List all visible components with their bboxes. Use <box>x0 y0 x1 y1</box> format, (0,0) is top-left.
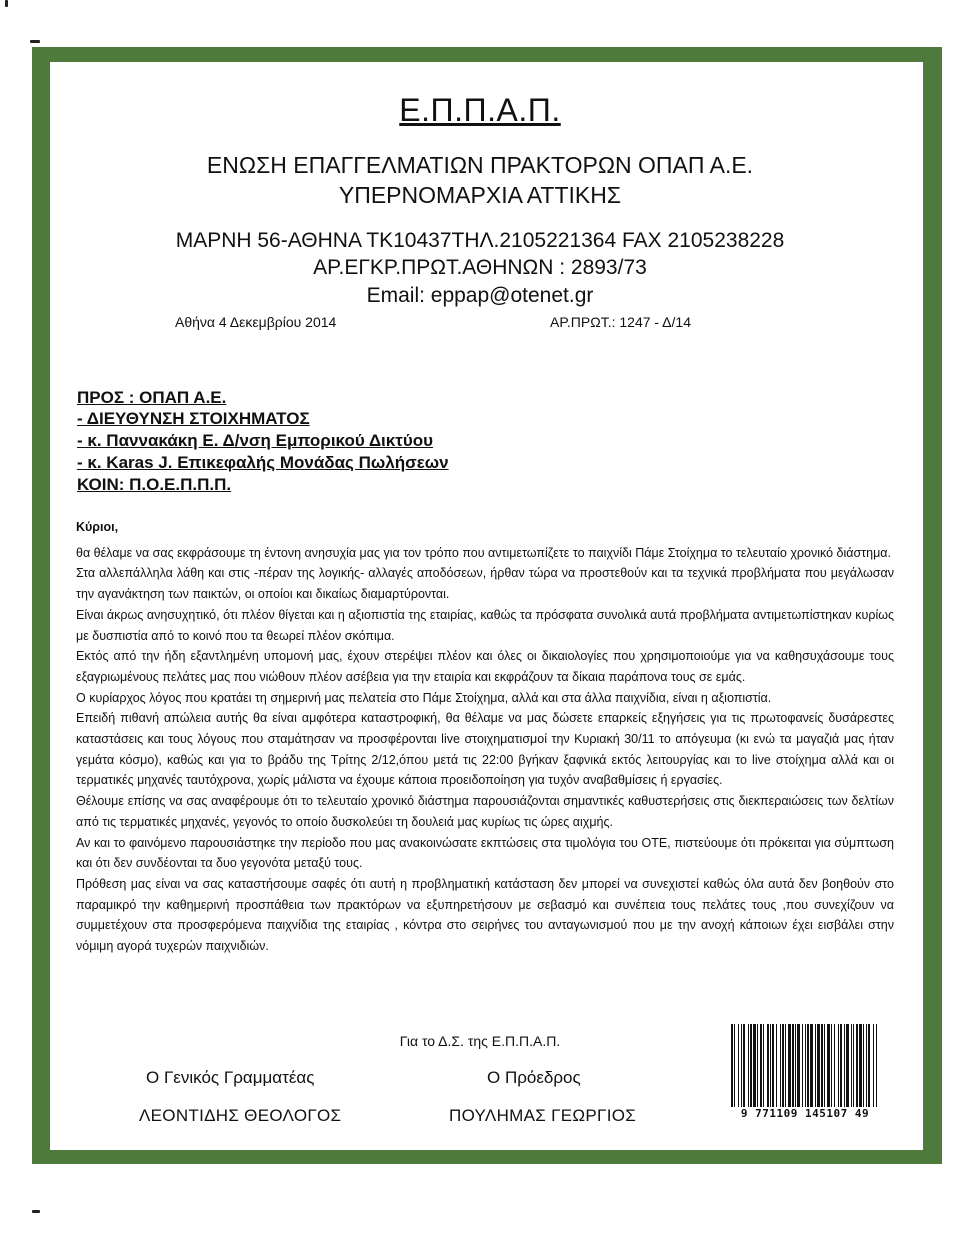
secretary-title: Ο Γενικός Γραμματέας <box>146 1068 315 1087</box>
body-paragraph: Πρόθεση μας είναι να σας καταστήσουμε σαφές ότι αυτή η προβληματική κατάσταση δεν μπορεί να συνεχιστεί καθώς όλα αυτά δεν βοηθούν στο παραμικρό την καθημερινή προσπάθεια των πρακτόρων να εξυπηρετήσουν με σεβασμό και συνέπεια τους πελάτες τους ,που συνεχίζουν να συμμετέχουν στα προσφερόμενα παιχνίδια της εταιρίας , κόντρα στο σειρήνες του ανταγωνισμού που με την ανοχή κάποιων έχει εισβάλει στην νόμιμη αγορά τυχερών παιχνιδιών. <box>76 876 894 954</box>
body-paragraph: Εκτός από την ήδη εξαντλημένη υπομονή μας, έχουν στερέψει πλέον και όλες οι δικαιολογίες που χρησιμοποιούμε για να καθησυχάσουμε τους εξαγριωμένους πελάτες μας που νιώθουν πλέον ασέβεια για την εταιρία και εκφράζουν τα δίκαια παράπονα τους σε εμάς. <box>76 649 894 684</box>
recipient-cc: ΚΟΙΝ: Π.Ο.Ε.Π.Π.Π. <box>77 475 232 494</box>
recipient-person-2: - κ. Karas J. Επικεφαλής Μονάδας Πωλήσεων <box>77 453 449 472</box>
address-line: ΜΑΡΝΗ 56-ΑΘΗΝΑ ΤΚ10437ΤΗΛ.2105221364 FAX 2105238228 <box>175 229 785 252</box>
letter-date: Αθήνα 4 Δεκεμβρίου 2014 <box>175 314 337 330</box>
body-paragraph: Επειδή πιθανή απώλεια αυτής θα είναι αμφότερα καταστροφική, θα θέλαμε να μας δώσετε επαρκείς εξηγήσεις για τις πρωτοφανείς δυσάρεστες καταστάσεις και τους λόγους που σταμάτησαν να προσφέρονται live στοιχηματισμοί την Κυριακή 30/11 το απόγευμα (κι ενώ τα μαγαζιά μας ήταν γεμάτα κόσμο), καθώς και για το βράδυ της Τρίτης 2/12,όπου μετά τις 22:00 βγήκαν ξαφνικά εκτός λειτουργίας και το live στοίχημα αλλά και οι τερματικές μηχανές ταυτόχρονα, χωρίς μάλιστα να έχουμε κάποια προειδοποίηση για τυχόν αναβαθμίσεις ή εργασίες. <box>76 711 894 788</box>
protocol-number: ΑΡ.ΠΡΩΤ.: 1247 - Δ/14 <box>550 314 691 330</box>
board-signature-line: Για το Δ.Σ. της Ε.Π.Π.Α.Π. <box>399 1033 561 1049</box>
recipient-to: ΠΡΟΣ : ΟΠΑΠ Α.Ε. <box>77 388 227 407</box>
registry-line: ΑΡ.ΕΓΚΡ.ΠΡΩΤ.ΑΘΗΝΩΝ : 2893/73 <box>313 256 647 279</box>
secretary-name: ΛΕΟΝΤΙΔΗΣ ΘΕΟΛΟΓΟΣ <box>139 1106 342 1125</box>
scan-mark <box>32 1210 40 1213</box>
organization-name-line2: ΥΠΕΡΝΟΜΑΡΧΙΑ ΑΤΤΙΚΗΣ <box>338 182 622 208</box>
body-paragraph: θα θέλαμε να σας εκφράσουμε τη έντονη ανησυχία μας για τον τρόπο που αντιμετωπίζετε το παιχνίδι Πάμε Στοίχημα το τελευταίο χρονικό διάστημα. <box>76 545 891 560</box>
recipient-department: - ΔΙΕΥΘΥΝΣΗ ΣΤΟΙΧΗΜΑΤΟΣ <box>77 409 310 428</box>
email-line: Email: eppap@otenet.gr <box>366 284 594 307</box>
letter-body <box>76 517 894 957</box>
body-paragraph: Αν και το φαινόμενο παρουσιάστηκε την περίοδο που μας ανακοινώσατε εκπτώσεις στα τιμολόγια του ΟΤΕ, πιστεύουμε ότι πρόκειται για σύμπτωση και ότι δεν συνδέονται τα δυο γεγονότα μεταξύ τους. <box>76 835 894 871</box>
scan-mark <box>5 0 8 7</box>
body-paragraph: Ο κυρίαρχος λόγος που κρατάει τη σημερινή μας πελατεία στο Πάμε Στοίχημα, αλλά και στα άλλα παιχνίδια, είναι η αξιοπιστία. <box>76 690 772 705</box>
scan-mark <box>30 40 40 43</box>
organization-name <box>0 150 960 210</box>
organization-acronym: Ε.Π.Π.Α.Π. <box>399 92 561 128</box>
recipient-person-1: - κ. Παννακάκη Ε. Δ/νση Εμπορικού Δικτύου <box>77 431 434 450</box>
body-paragraph: Είναι άκρως ανησυχητικό, ότι πλέον θίγεται και η αξιοπιστία της εταιρίας, καθώς τα πρόσφατα συνολικά αυτά προβλήματα αντιμετωπίστηκαν κυρίως με δυσπιστία από το κοινό που τα θεωρεί πλέον σκόπιμα. <box>76 607 894 643</box>
body-paragraph: Θέλουμε επίσης να σας αναφέρουμε ότι το τελευταίο χρονικό διάστημα παρουσιάζονται σημαντικές καθυστερήσεις στις διεκπεραιώσεις των δελτίων από τις τερματικές μηχανές, γεγονός το οποίο δυσκολεύει τη δουλειά μας κυρίως τις ώρες αιχμής. <box>76 794 894 829</box>
president-title: Ο Πρόεδρος <box>487 1068 581 1087</box>
president-name: ΠΟΥΛΗΜΑΣ ΓΕΩΡΓΙΟΣ <box>449 1106 637 1125</box>
salutation: Κύριοι, <box>76 520 119 534</box>
barcode-number: 9 771109 145107 49 <box>729 1107 881 1120</box>
body-paragraph: Στα αλλεπάλληλα λάθη και στις -πέραν της λογικής- αλλαγές αποδόσεων, ήρθαν τώρα να προστεθούν και τα τεχνικά προβλήματα που μεγάλωσαν την αγανάκτηση των παικτών, οι οποίοι και δικαίως διαμαρτύρονται. <box>76 566 894 602</box>
organization-name-line1: ΕΝΩΣΗ ΕΠΑΓΓΕΛΜΑΤΙΩΝ ΠΡΑΚΤΟΡΩΝ ΟΠΑΠ Α.Ε. <box>206 152 754 178</box>
